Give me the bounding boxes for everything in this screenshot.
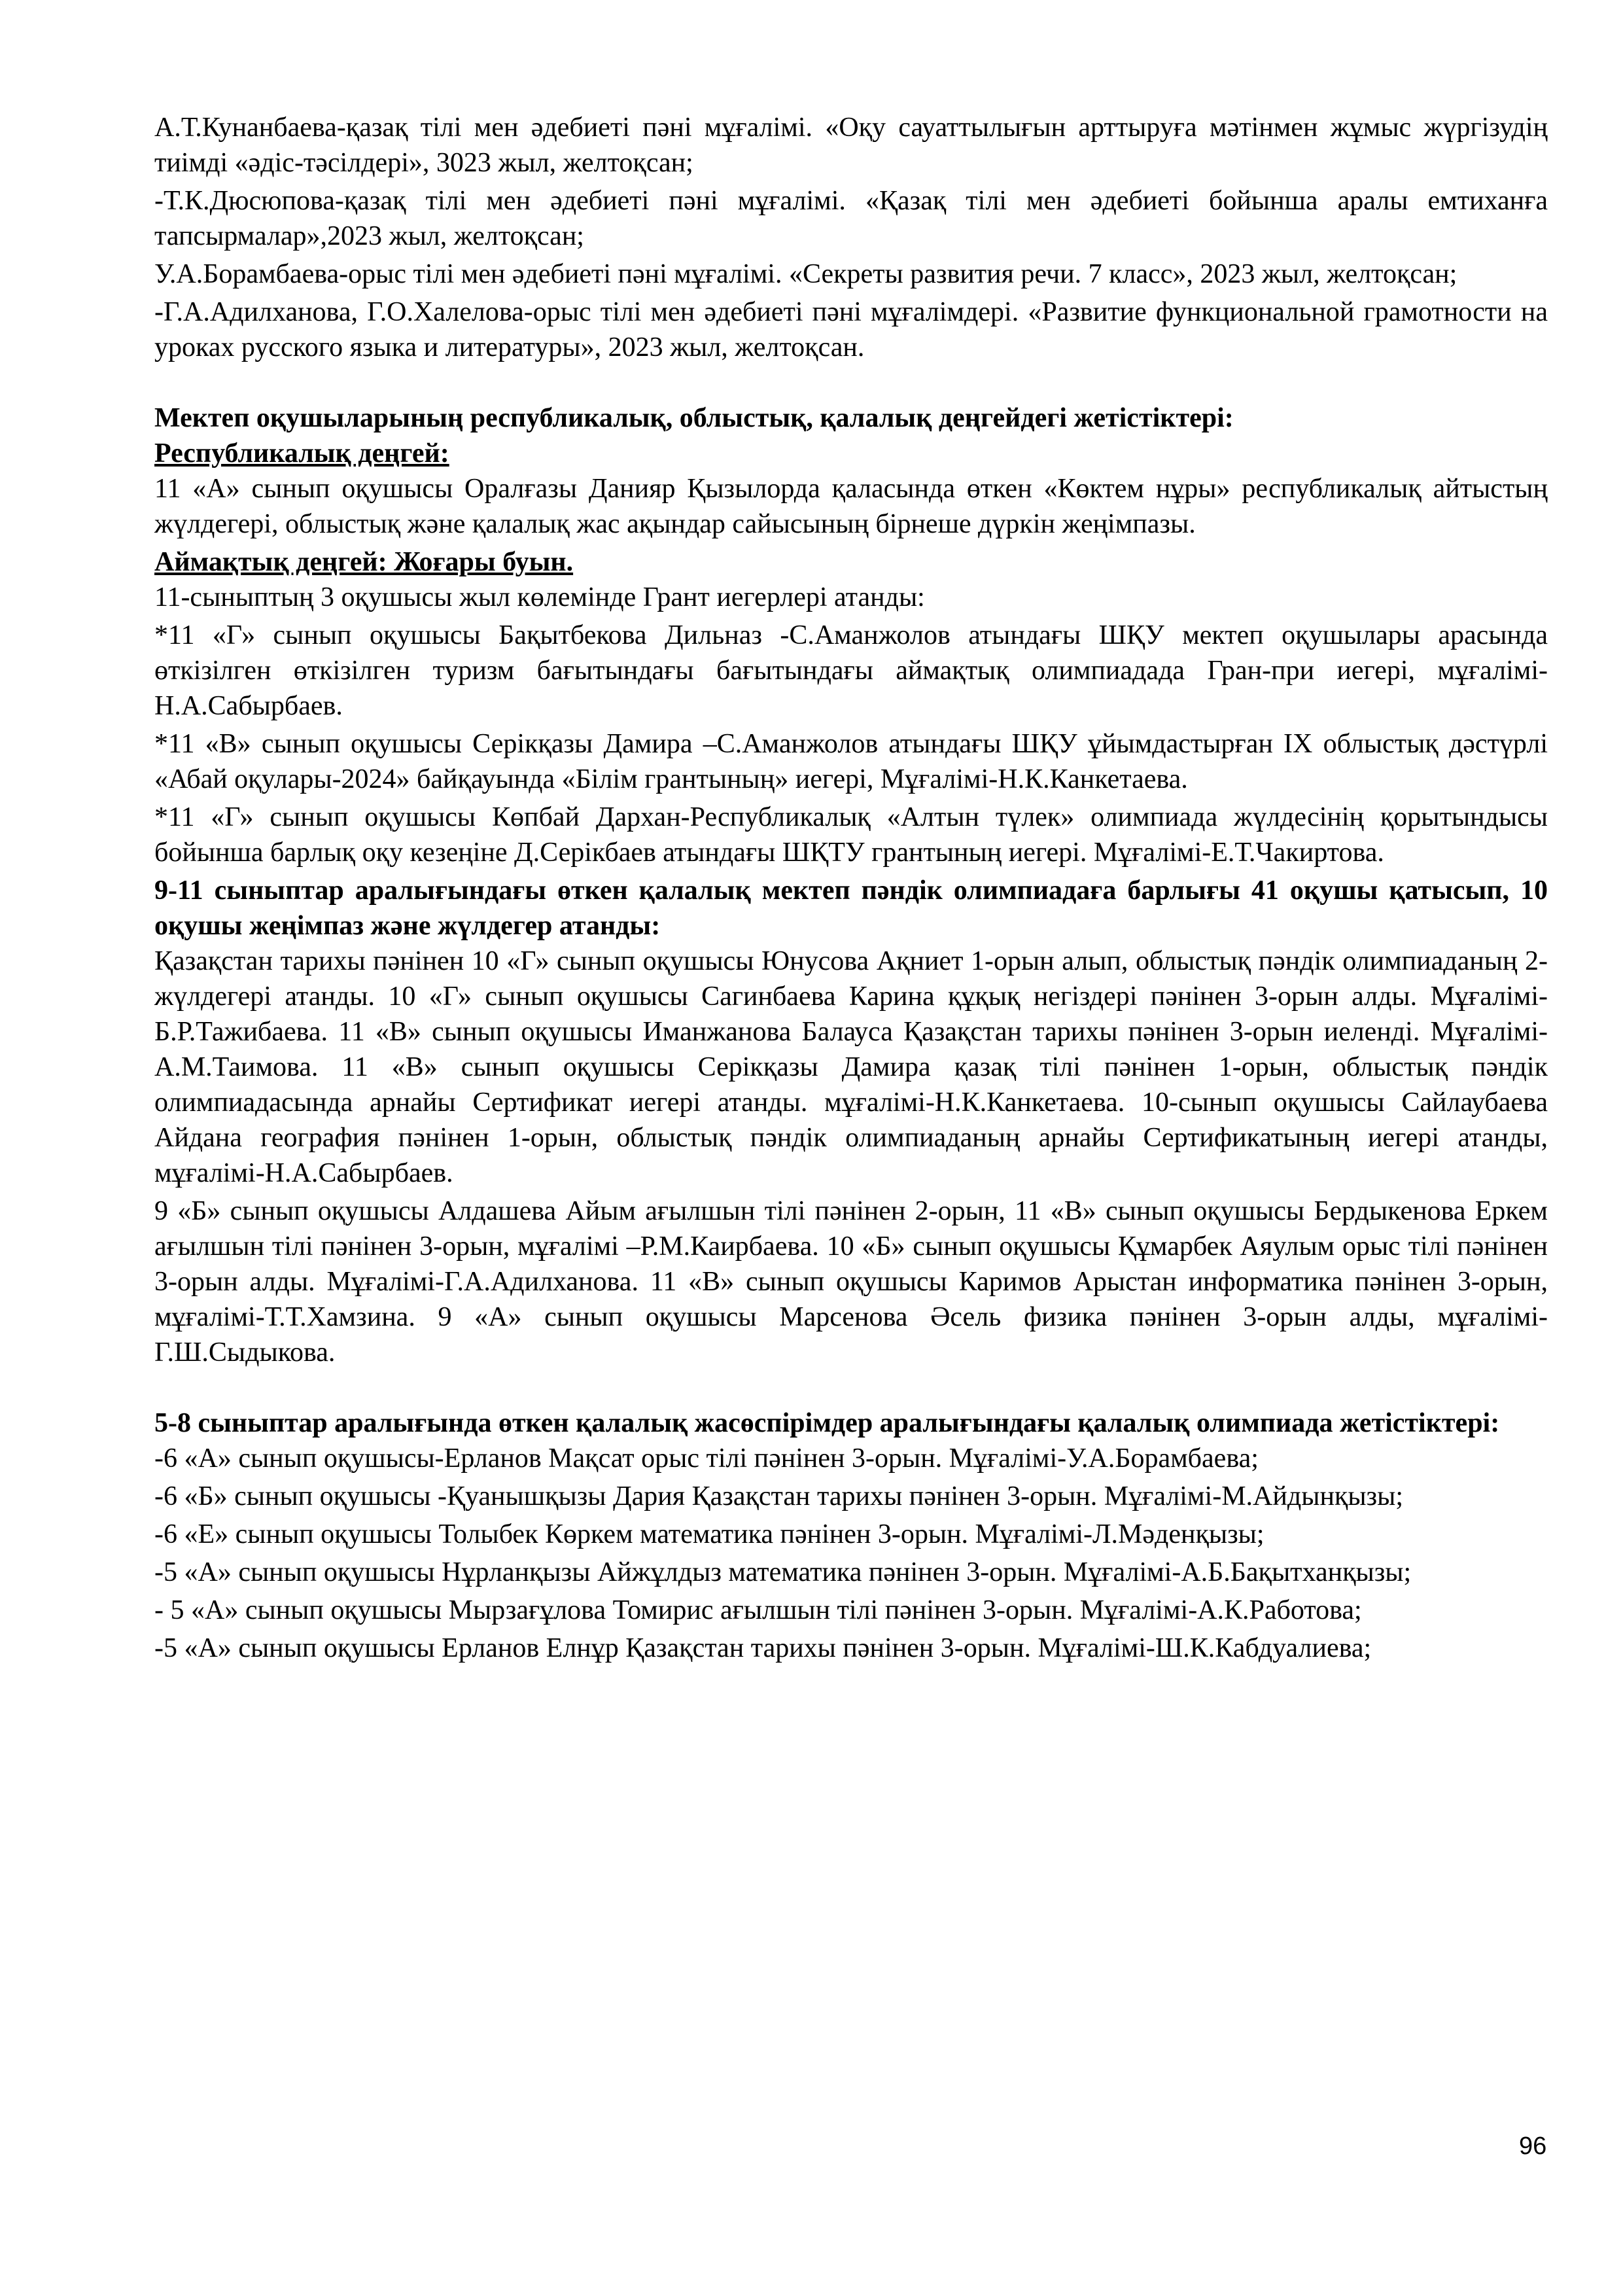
olympiad-9-11-paragraph-2: 9 «Б» сынып оқушысы Алдашева Айым ағылшын тілі пәнінен 2-орын, 11 «В» сынып оқушысы Бердыкенова Еркем ағылшын тілі пәнінен 3-орын, мұғалімі –Р.М.Каирбаева. 10 «Б» сынып оқушысы Құмарбек Аяулым орыс тілі пәнінен 3-орын алды. Мұғалімі-Г.А.Адилханова. 11 «В» сынып оқушысы Каримов Арыстан информатика пәнінен 3-орын, мұғалімі-Т.Т.Хамзина. 9 «А» сынып оқушысы Марсенова Әсель физика пәнінен 3-орын алды, мұғалімі-Г.Ш.Сыдыкова.: [154, 1196, 1548, 1368]
republic-level-text: 11 «А» сынып оқушысы Оралғазы Данияр Қызылорда қаласында өткен «Көктем нұры» республикалық айтыстың жүлдегері, облыстық және қалалық жас ақындар сайысының бірнеше дүркін жеңімпазы.: [154, 474, 1548, 539]
regional-paragraph-grants-intro: 11-сыныптың 3 оқушысы жыл көлемінде Грант иегерлері атанды:: [154, 582, 925, 612]
olympiad-5-8-item: -6 «А» сынып оқушысы-Ерланов Мақсат орыс тілі пәнінен 3-орын. Мұғалімі-У.А.Борамбаева;: [154, 1443, 1259, 1474]
regional-level-heading: Аймақтық деңгей: Жоғары буын.: [154, 547, 574, 577]
paragraph-kunanbaeva: А.Т.Кунанбаева-қазақ тілі мен әдебиеті пәні мұғалімі. «Оқу сауаттылығын арттыруға мәтінмен жұмыс жүргізудің тиімді «әдіс-тәсілдері», 3023 жыл, желтоқсан;: [154, 113, 1548, 178]
olympiad-9-11-paragraph-1: Қазақстан тарихы пәнінен 10 «Г» сынып оқушысы Юнусова Ақниет 1-орын алып, облыстық пәндік олимпиаданың 2-жүлдегері атанды. 10 «Г» сынып оқушысы Сагинбаева Карина құқық негіздері пәнінен 3-орын алды. Мұғалімі-Б.Р.Тажибаева. 11 «В» сынып оқушысы Иманжанова Балауса Қазақстан тарихы пәнінен 3-орын иеленді. Мұғалімі-А.М.Таимова. 11 «В» сынып оқушысы Серікқазы Дамира қазақ тілі пәнінен 1-орын, облыстық пәндік олимпиадасында арнайы Сертификат иегері атанды. мұғалімі-Н.К.Канкетаева. 10-сынып оқушысы Сайлаубаева Айдана география пәнінен 1-орын, облыстық пәндік олимпиаданың арнайы Сертификатының иегері атанды, мұғалімі-Н.А.Сабырбаев.: [154, 946, 1548, 1188]
olympiad-9-11-heading: 9-11 сыныптар аралығындағы өткен қалалық мектеп пәндік олимпиадаға барлығы 41 оқушы қатысып, 10 оқушы жеңімпаз және жүлдегер атанды:: [154, 875, 1548, 941]
achievements-heading: Мектеп оқушыларының республикалық, облыстық, қалалық деңгейдегі жетістіктері:: [154, 403, 1234, 433]
olympiad-5-8-item: -6 «Б» сынып оқушысы -Қуанышқызы Дария Қазақстан тарихы пәнінен 3-орын. Мұғалімі-М.Айдынқызы;: [154, 1481, 1404, 1511]
olympiad-5-8-heading: 5-8 сыныптар аралығында өткен қалалық жасөспірімдер аралығындағы қалалық олимпиада жетістіктері:: [154, 1408, 1500, 1438]
document-page: [154, 110, 1548, 1669]
paragraph-borambaeva: У.А.Борамбаева-орыс тілі мен әдебиеті пәні мұғалімі. «Секреты развития речи. 7 класс», 2023 жыл, желтоқсан;: [154, 259, 1457, 289]
olympiad-5-8-item: -5 «А» сынып оқушысы Ерланов Елнұр Қазақстан тарихы пәнінен 3-орын. Мұғалімі-Ш.К.Кабдуалиева;: [154, 1633, 1372, 1663]
regional-paragraph-kopbai: *11 «Г» сынып оқушысы Көпбай Дархан-Республикалық «Алтын түлек» олимпиада жүлдесінің қорытындысы бойынша барлық оқу кезеңіне Д.Серікбаев атындағы ШҚТУ грантының иегері. Мұғалімі-Е.Т.Чакиртова.: [154, 802, 1548, 868]
olympiad-5-8-item: -6 «Е» сынып оқушысы Толыбек Көркем математика пәнінен 3-орын. Мұғалімі-Л.Мәденқызы;: [154, 1519, 1265, 1549]
paragraph-dyusyupova: -Т.К.Дюсюпова-қазақ тілі мен әдебиеті пәні мұғалімі. «Қазақ тілі мен әдебиеті бойынша аралы емтиханға тапсырмалар»,2023 жыл, желтоқсан;: [154, 186, 1548, 251]
page-number: 96: [1519, 2132, 1547, 2160]
regional-paragraph-bakytbekova: *11 «Г» сынып оқушысы Бақытбекова Дильназ -С.Аманжолов атындағы ШҚУ мектеп оқушылары арасында өткізілген өткізілген туризм бағытындағы бағытындағы аймақтық олимпиадада Гран-при иегері, мұғалімі-Н.А.Сабырбаев.: [154, 620, 1548, 721]
regional-paragraph-serikkazy: *11 «В» сынып оқушысы Серікқазы Дамира –С.Аманжолов атындағы ШҚУ ұйымдастырған ІХ облыстық дәстүрлі «Абай оқулары-2024» байқауында «Білім грантының» иегері, Мұғалімі-Н.К.Канкетаева.: [154, 729, 1548, 794]
republic-level-heading: Республикалық деңгей:: [154, 438, 449, 468]
olympiad-5-8-item: -5 «А» сынып оқушысы Нұрланқызы Айжұлдыз математика пәнінен 3-орын. Мұғалімі-А.Б.Бақытханқызы;: [154, 1557, 1412, 1587]
olympiad-5-8-item: - 5 «А» сынып оқушысы Мырзағұлова Томирис ағылшын тілі пәнінен 3-орын. Мұғалімі-А.К.Работова;: [154, 1595, 1362, 1625]
paragraph-adilkhanova: -Г.А.Адилханова, Г.О.Халелова-орыс тілі мен әдебиеті пәні мұғалімдері. «Развитие функциональной грамотности на уроках русского языка и литературы», 2023 жыл, желтоқсан.: [154, 297, 1548, 362]
